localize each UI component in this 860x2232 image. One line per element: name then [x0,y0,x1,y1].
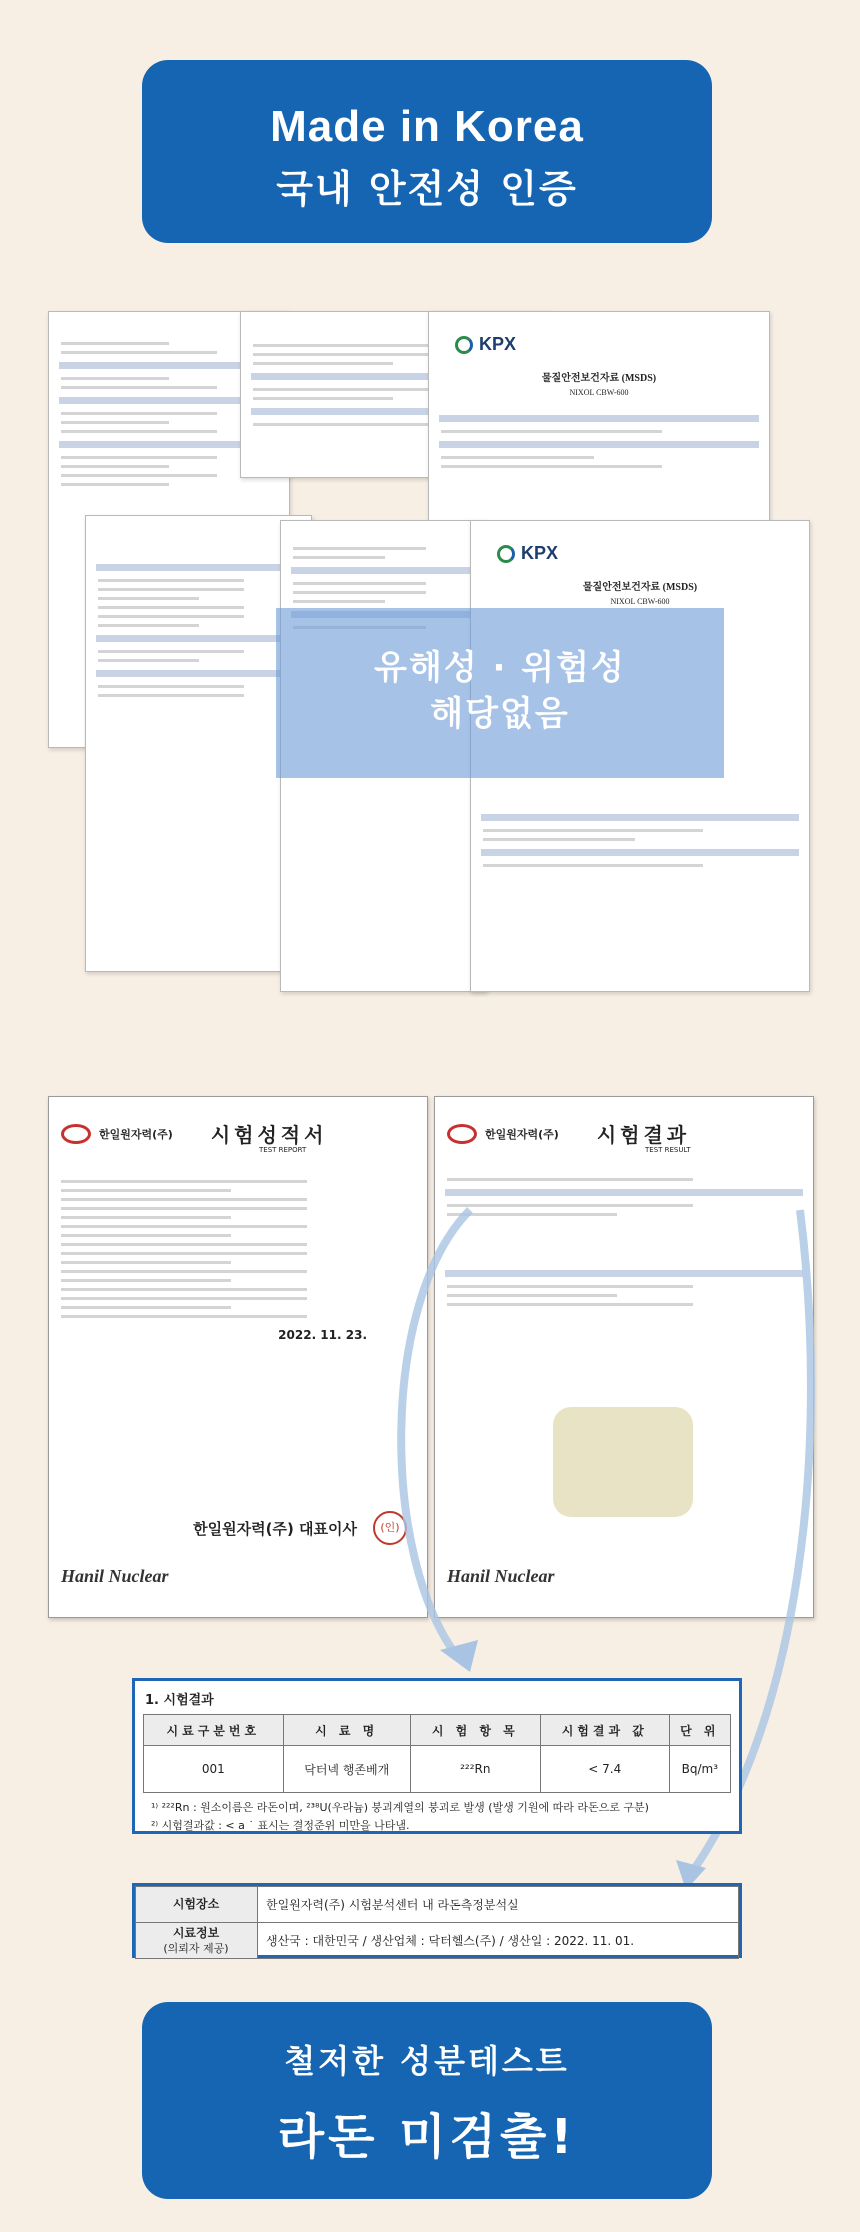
cell-sample-name: 닥터넥 행존베개 [283,1746,410,1793]
kpx-logo-text: KPX [479,334,517,354]
info-place-label: 시험장소 [136,1887,258,1923]
cert-date: 2022. 11. 23. [278,1328,367,1342]
cell-result-value: < 7.4 [540,1746,669,1793]
col-test-item: 시 험 항 목 [410,1715,540,1746]
results-header-row [144,1715,731,1746]
results-note-2: ²⁾ 시험결과값 : < a ˙ 표시는 결정준위 미만을 나타냄. [151,1819,410,1832]
info-table [135,1886,739,1959]
footer-line2: 라돈 미검출! [277,2109,577,2165]
cert-title-en: TEST REPORT [259,1146,307,1154]
info-sample-label-sub: (의뢰자 제공) [163,1941,229,1955]
arrow-curve-1 [401,1210,470,1660]
table-row [144,1746,731,1793]
col-sample-name: 시 료 명 [283,1715,410,1746]
results-note-1: ¹⁾ ²²²Rn : 원소이름은 라돈이며, ²³⁸U(우라늄) 붕괴계열의 붕괴로 발생 (발생 기원에 따라 라돈으로 구분) [151,1801,649,1814]
footer-banner [142,2002,712,2199]
cert-ceo: 한일원자력(주) 대표이사 [193,1520,357,1538]
msds-title: 물질안전보건자료 (MSDS) [541,373,657,384]
header-line1: Made in Korea [270,102,584,151]
results-heading: 1. 시험결과 [145,1693,214,1708]
result-title-en: TEST RESULT [645,1146,691,1154]
info-zoom-panel [132,1883,742,1958]
table-row [136,1923,739,1959]
header-line2: 국내 안전성 인증 [276,167,578,211]
info-sample-label: 시료정보 [172,1925,220,1940]
col-sample-id: 시료구분번호 [144,1715,284,1746]
results-table [143,1714,731,1793]
info-sample-label-cell [136,1923,258,1959]
kpx-logo-text: KPX [521,543,559,563]
result-company: 한일원자력(주) [485,1127,559,1141]
table-row [136,1887,739,1923]
result-title: 시험결과 [596,1123,691,1147]
cell-unit: Bq/m³ [669,1746,730,1793]
msds-title: 물질안전보건자료 (MSDS) [582,582,698,593]
cert-seal: (인) [373,1511,407,1545]
hazard-line1: 유해성 · 위험성 [374,648,626,688]
col-result-value: 시험결과 값 [540,1715,669,1746]
msds-product: NIXOL CBW-600 [610,597,670,606]
info-sample-value: 생산국 : 대한민국 / 생산업체 : 닥터헬스(주) / 생산일 : 2022. 11. 01. [258,1923,739,1959]
cell-test-item: ²²²Rn [410,1746,540,1793]
msds-product: NIXOL CBW-600 [569,388,629,397]
hazard-line2: 해당없음 [430,694,570,734]
col-unit: 단 위 [669,1715,730,1746]
cell-sample-id: 001 [144,1746,284,1793]
cert-company: 한일원자력(주) [99,1127,173,1141]
cert-title: 시험성적서 [210,1123,328,1147]
footer-line1: 철저한 성분테스트 [284,2042,570,2080]
info-place-value: 한일원자력(주) 시험분석센터 내 라돈측정분석실 [258,1887,739,1923]
result-footer-logo: Hanil Nuclear [447,1566,555,1586]
cert-footer-logo: Hanil Nuclear [61,1566,169,1586]
results-zoom-panel [132,1678,742,1834]
